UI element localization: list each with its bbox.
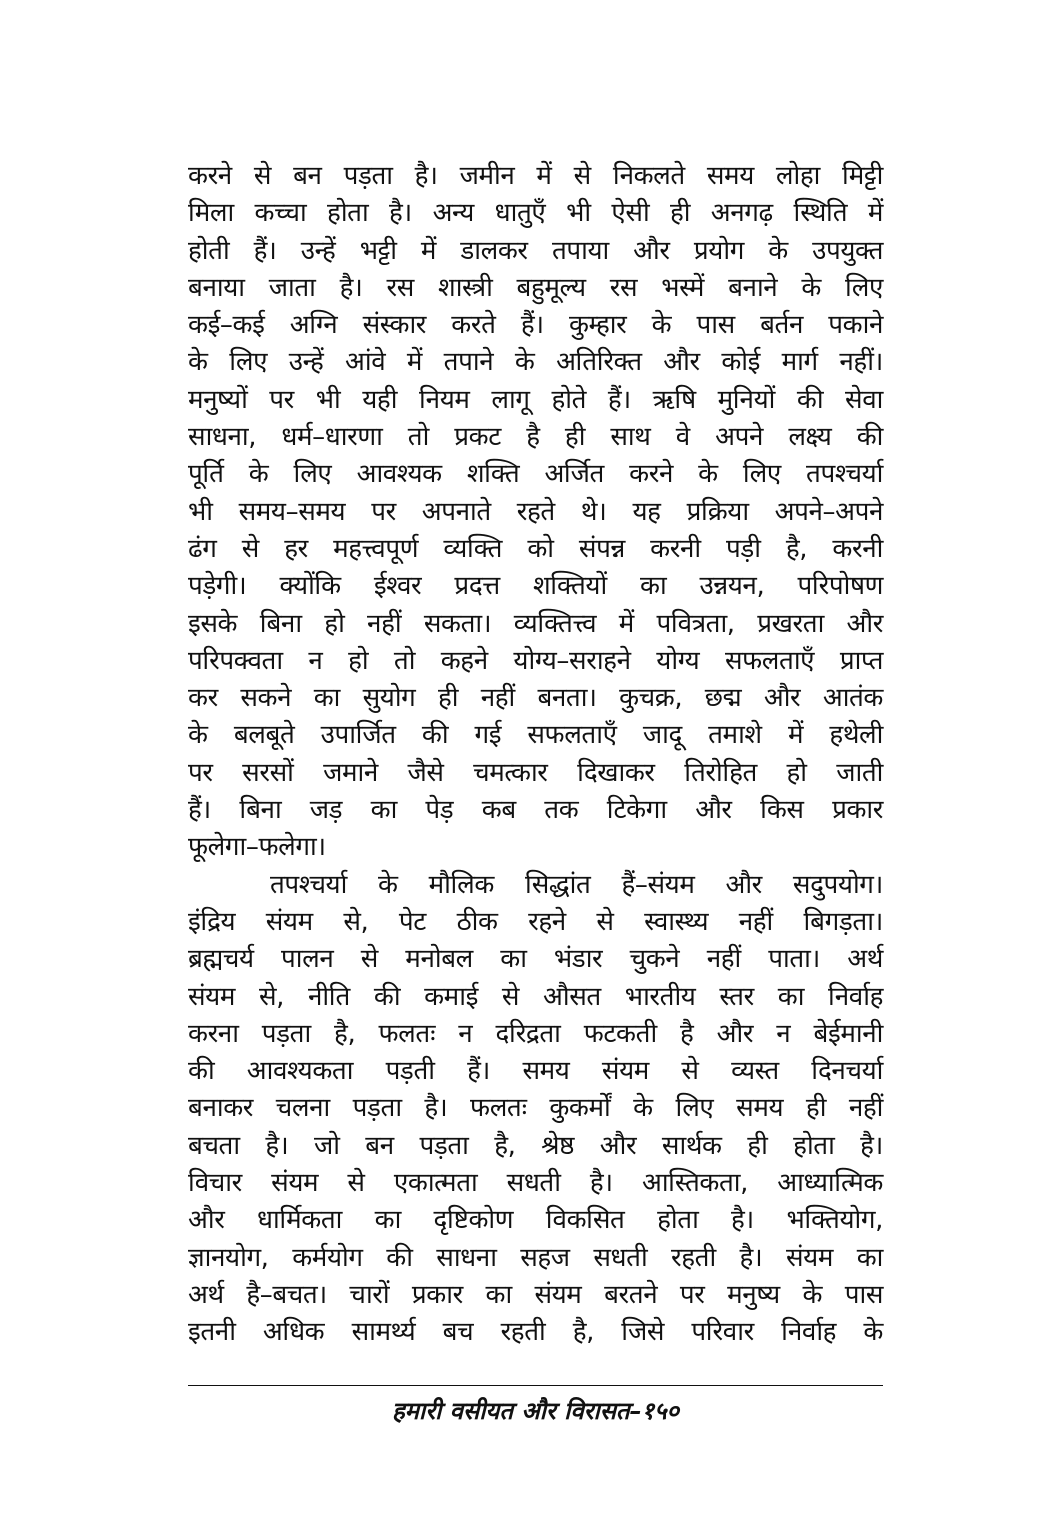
text-line: के लिए उन्हें आंवे में तपाने के अतिरिक्त और कोई मार्ग नहीं। bbox=[188, 347, 883, 378]
text-line: पूर्ति के लिए आवश्यक शक्ति अर्जित करने के लिए तपश्चर्या bbox=[188, 459, 883, 490]
text-line: बनाकर चलना पड़ता है। फलतः कुकर्मों के लिए समय ही नहीं bbox=[188, 1093, 883, 1124]
paragraph-2 bbox=[188, 867, 883, 1352]
text-line: होती हैं। उन्हें भट्टी में डालकर तपाया और प्रयोग के उपयुक्त bbox=[188, 235, 883, 266]
text-line: बनाया जाता है। रस शास्त्री बहुमूल्य रस भस्में बनाने के लिए bbox=[188, 272, 883, 303]
text-line: और धार्मिकता का दृष्टिकोण विकसित होता है। भक्तियोग, bbox=[188, 1205, 883, 1236]
paragraph-1 bbox=[188, 158, 883, 867]
text-line: मनुष्यों पर भी यही नियम लागू होते हैं। ऋषि मुनियों की सेवा bbox=[188, 384, 883, 415]
text-line: ज्ञानयोग, कर्मयोग की साधना सहज सधती रहती है। संयम का bbox=[188, 1242, 883, 1273]
text-line: के बलबूते उपार्जित की गई सफलताएँ जादू तमाशे में हथेली bbox=[188, 720, 883, 751]
page-body bbox=[188, 158, 883, 1352]
text-line: ढंग से हर महत्त्वपूर्ण व्यक्ति को संपन्न करनी पड़ी है, करनी bbox=[188, 533, 883, 564]
text-line: अर्थ है–बचत। चारों प्रकार का संयम बरतने पर मनुष्य के पास bbox=[188, 1279, 883, 1310]
text-line: फूलेगा–फलेगा। bbox=[188, 832, 326, 863]
text-line: ब्रह्मचर्य पालन से मनोबल का भंडार चुकने नहीं पाता। अर्थ bbox=[188, 944, 883, 975]
text-line: भी समय–समय पर अपनाते रहते थे। यह प्रक्रिया अपने–अपने bbox=[188, 496, 883, 527]
text-line: मिला कच्चा होता है। अन्य धातुएँ भी ऐसी ही अनगढ़ स्थिति में bbox=[188, 198, 883, 229]
text-line: करने से बन पड़ता है। जमीन में से निकलते समय लोहा मिट्टी bbox=[188, 161, 883, 191]
text-line: पड़ेगी। क्योंकि ईश्वर प्रदत्त शक्तियों का उन्नयन, परिपोषण bbox=[188, 571, 883, 602]
text-line: हैं। बिना जड़ का पेड़ कब तक टिकेगा और किस प्रकार bbox=[188, 795, 883, 826]
text-line: बचता है। जो बन पड़ता है, श्रेष्ठ और सार्थक ही होता है। bbox=[188, 1130, 883, 1161]
page-footer: हमारी वसीयत और विरासत–१५० bbox=[391, 1397, 680, 1425]
text-line: करना पड़ता है, फलतः न दरिद्रता फटकती है और न बेईमानी bbox=[188, 1018, 883, 1049]
text-line: पर सरसों जमाने जैसे चमत्कार दिखाकर तिरोहित हो जाती bbox=[188, 757, 883, 788]
footer-divider bbox=[188, 1385, 883, 1386]
text-line: की आवश्यकता पड़ती हैं। समय संयम से व्यस्त दिनचर्या bbox=[188, 1056, 883, 1087]
text-line: साधना, धर्म–धारणा तो प्रकट है ही साथ वे अपने लक्ष्य की bbox=[188, 422, 883, 453]
text-line: इसके बिना हो नहीं सकता। व्यक्तित्त्व में पवित्रता, प्रखरता और bbox=[188, 608, 883, 639]
text-line: तपश्चर्या के मौलिक सिद्धांत हैं–संयम और सदुपयोग। bbox=[270, 869, 883, 900]
text-line: इंद्रिय संयम से, पेट ठीक रहने से स्वास्थ्य नहीं बिगड़ता। bbox=[188, 906, 883, 937]
text-line: इतनी अधिक सामर्थ्य बच रहती है, जिसे परिवार निर्वाह के bbox=[188, 1317, 883, 1348]
text-line: परिपक्वता न हो तो कहने योग्य–सराहने योग्य सफलताएँ प्राप्त bbox=[188, 645, 883, 676]
text-line: संयम से, नीति की कमाई से औसत भारतीय स्तर का निर्वाह bbox=[188, 981, 883, 1012]
text-line: विचार संयम से एकात्मता सधती है। आस्तिकता, आध्यात्मिक bbox=[188, 1168, 883, 1199]
text-line: कई–कई अग्नि संस्कार करते हैं। कुम्हार के पास बर्तन पकाने bbox=[188, 310, 883, 341]
text-line: कर सकने का सुयोग ही नहीं बनता। कुचक्र, छद्म और आतंक bbox=[188, 683, 883, 714]
